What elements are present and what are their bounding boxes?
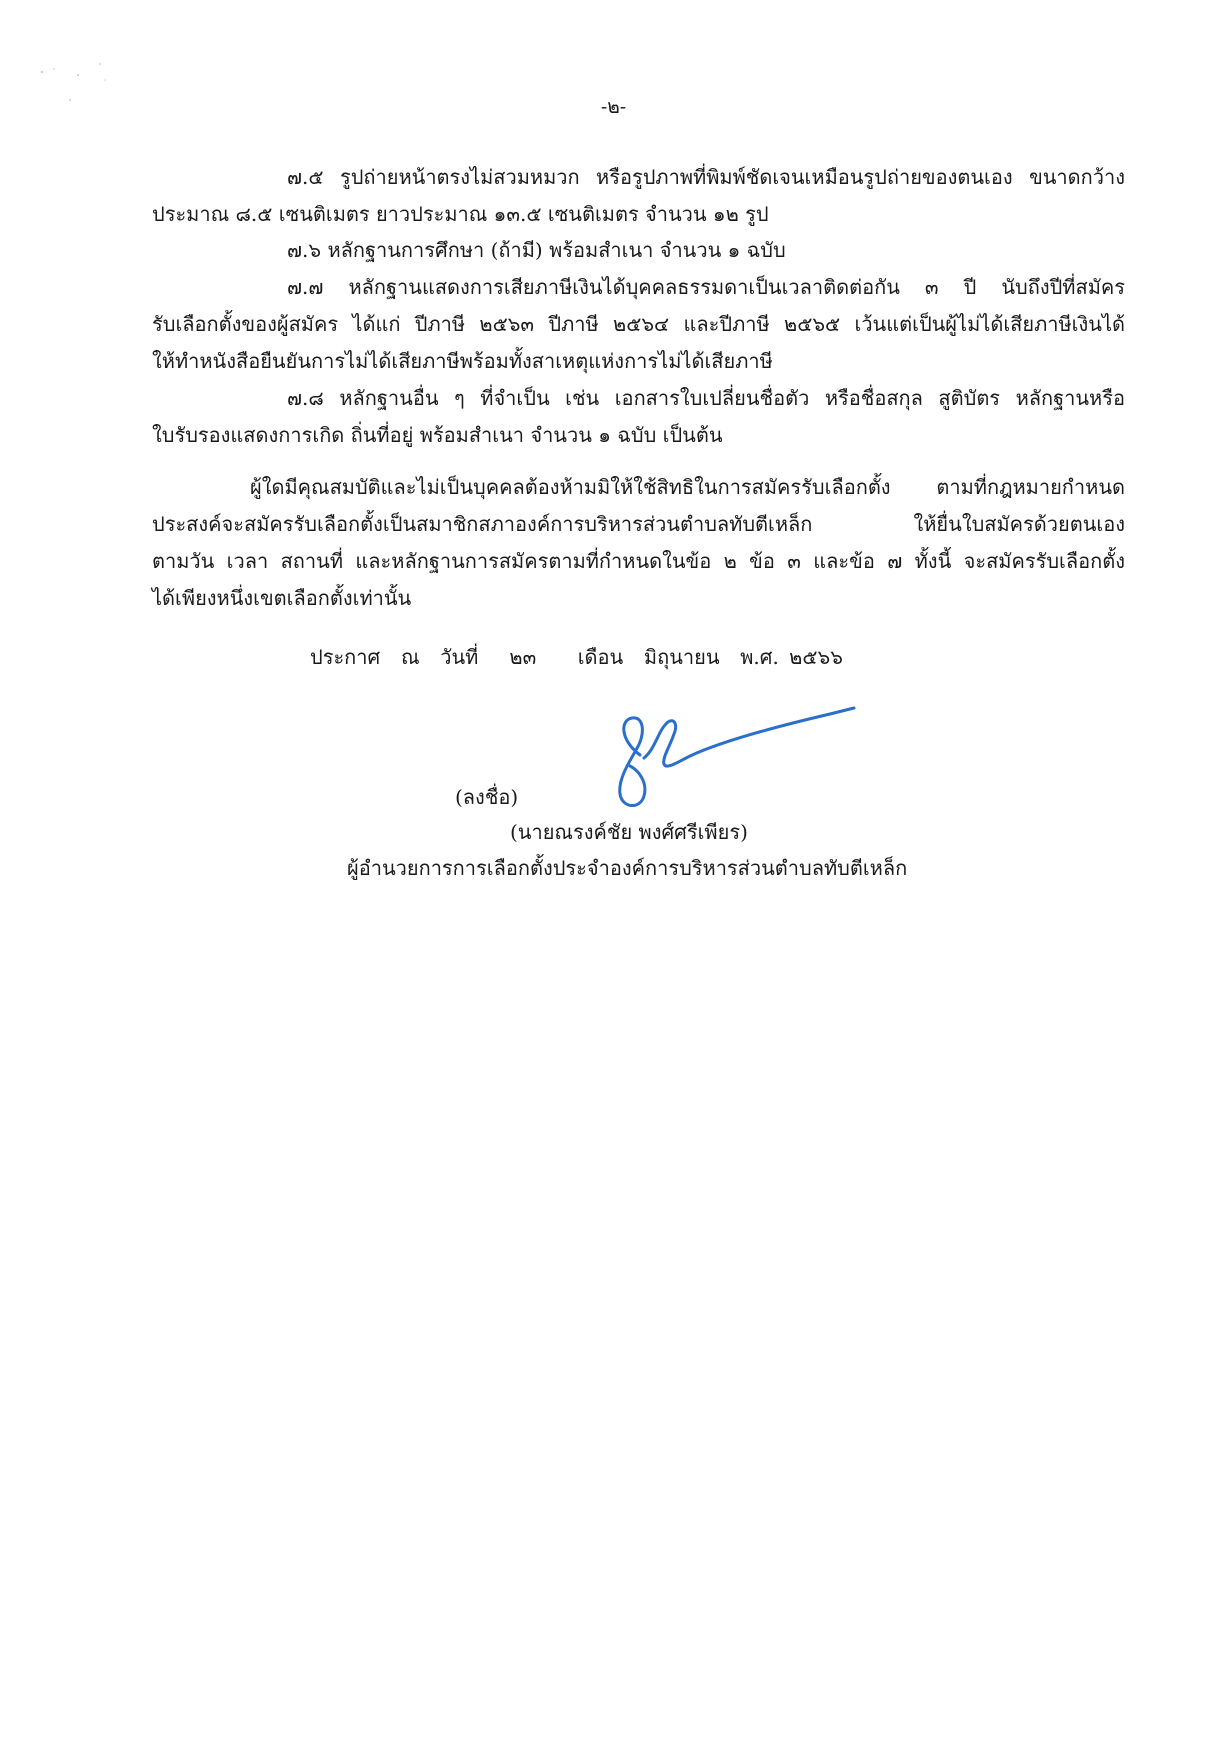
sign-label: (ลงชื่อ) [455,785,519,809]
item-7-6-line-1: ๗.๖ หลักฐานการศึกษา (ถ้ามี) พร้อมสำเนา จำนวน ๑ ฉบับ [287,238,786,262]
announcement-at: ณ [400,645,420,669]
announcement-prefix: ประกาศ [310,645,381,669]
item-7-8-line-2: ใบรับรองแสดงการเกิด ถิ่นที่อยู่ พร้อมสำเนา จำนวน ๑ ฉบับ เป็นต้น [152,423,723,447]
paragraph-line-1: ผู้ใดมีคุณสมบัติและไม่เป็นบุคคลต้องห้ามมิให้ใช้สิทธิในการสมัครรับเลือกตั้ง ตามที่กฎหมายกำหนด [250,475,1125,499]
paragraph-line-2: ประสงค์จะสมัครรับเลือกตั้งเป็นสมาชิกสภาองค์การบริหารส่วนตำบลทับตีเหล็ก ให้ยื่นใบสมัครด้วยตนเอง [152,512,1125,536]
announcement-month: มิถุนายน [643,645,720,669]
announcement-day-label: วันที่ [440,645,479,669]
item-7-5-line-1: ๗.๕ รูปถ่ายหน้าตรงไม่สวมหมวก หรือรูปภาพที่พิมพ์ชัดเจนเหมือนรูปถ่ายของตนเอง ขนาดกว้าง [287,165,1125,189]
announcement-month-label: เดือน [577,645,624,669]
item-7-7-line-2: รับเลือกตั้งของผู้สมัคร ได้แก่ ปีภาษี ๒๕๖๓ ปีภาษี ๒๕๖๔ และปีภาษี ๒๕๖๕ เว้นแต่เป็นผู้ไม่ได้เสียภาษีเงินได้ [152,312,1125,336]
signer-name: (นายณรงค์ชัย พงศ์ศรีเพียร) [510,820,748,844]
page-number: -๒- [600,96,627,118]
item-7-7-line-3: ให้ทำหนังสือยืนยันการไม่ได้เสียภาษีพร้อมทั้งสาเหตุแห่งการไม่ได้เสียภาษี [152,349,773,373]
paragraph-line-4: ได้เพียงหนึ่งเขตเลือกตั้งเท่านั้น [152,586,412,610]
announcement-date-line [310,647,843,667]
signer-position: ผู้อำนวยการการเลือกตั้งประจำองค์การบริหารส่วนตำบลทับตีเหล็ก [347,856,908,880]
item-7-8-line-1: ๗.๘ หลักฐานอื่น ๆ ที่จำเป็น เช่น เอกสารใบเปลี่ยนชื่อตัว หรือชื่อสกุล สูติบัตร หลักฐานหรือ [287,386,1125,410]
paragraph-line-3: ตามวัน เวลา สถานที่ และหลักฐานการสมัครตามที่กำหนดในข้อ ๒ ข้อ ๓ และข้อ ๗ ทั้งนี้ จะสมัครรับเลือกตั้ง [152,549,1125,573]
handwritten-signature [600,700,870,820]
item-7-7-line-1: ๗.๗ หลักฐานแสดงการเสียภาษีเงินได้บุคคลธรรมดาเป็นเวลาติดต่อกัน ๓ ปี นับถึงปีที่สมัคร [287,275,1125,299]
item-7-5-line-2: ประมาณ ๘.๕ เซนติเมตร ยาวประมาณ ๑๓.๕ เซนติเมตร จำนวน ๑๒ รูป [152,202,769,226]
announcement-day: ๒๓ [509,645,537,669]
announcement-year: พ.ศ. ๒๕๖๖ [740,645,843,669]
